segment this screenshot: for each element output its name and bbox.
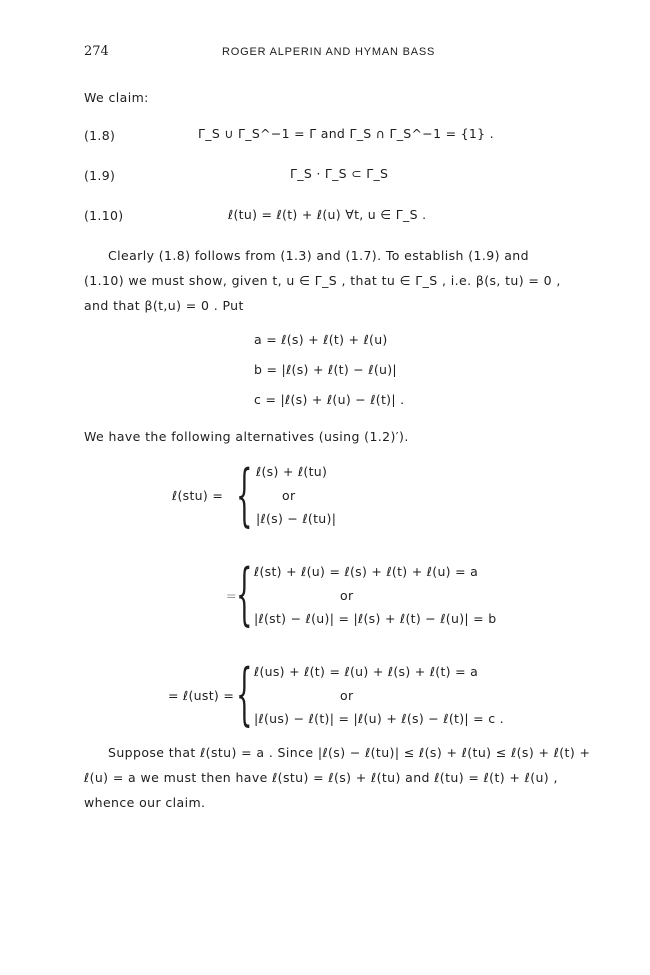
def-b: b = |ℓ(s) + ℓ(t) − ℓ(u)| <box>254 362 397 377</box>
case3-bottom: |ℓ(us) − ℓ(t)| = |ℓ(u) + ℓ(s) − ℓ(t)| = c . <box>254 711 504 726</box>
case2-or: or <box>340 588 354 603</box>
case1-top: ℓ(s) + ℓ(tu) <box>256 464 328 479</box>
paragraph2-line1: Suppose that ℓ(stu) = a . Since |ℓ(s) − ℓ(tu)| ≤ ℓ(s) + ℓ(tu) ≤ ℓ(s) + ℓ(t) + <box>108 745 591 760</box>
eq-label-1-10: (1.10) <box>84 208 124 223</box>
case3-lhs: = ℓ(ust) = <box>168 688 235 703</box>
case2-top: ℓ(st) + ℓ(u) = ℓ(s) + ℓ(t) + ℓ(u) = a <box>254 564 479 579</box>
eq-label-1-8: (1.8) <box>84 128 116 143</box>
case1-or: or <box>282 488 296 503</box>
case1-brace: { <box>236 458 253 536</box>
case3-or: or <box>340 688 354 703</box>
def-c: c = |ℓ(s) + ℓ(u) − ℓ(t)| . <box>254 392 405 407</box>
eq-body-1-10: ℓ(tu) = ℓ(t) + ℓ(u) ∀t, u ∈ Γ_S . <box>228 207 427 222</box>
paragraph1-line3: and that β(t,u) = 0 . Put <box>84 298 244 313</box>
eq-label-1-9: (1.9) <box>84 168 116 183</box>
paragraph2-line2: ℓ(u) = a we must then have ℓ(stu) = ℓ(s) + ℓ(tu) and ℓ(tu) = ℓ(t) + ℓ(u) , <box>84 770 558 785</box>
paragraph1-line1: Clearly (1.8) follows from (1.3) and (1.7). To establish (1.9) and <box>108 248 529 263</box>
alternatives-intro: We have the following alternatives (using (1.2)′). <box>84 429 409 444</box>
paragraph1-line2: (1.10) we must show, given t, u ∈ Γ_S , that tu ∈ Γ_S , i.e. β(s, tu) = 0 , <box>84 273 561 288</box>
case3-top: ℓ(us) + ℓ(t) = ℓ(u) + ℓ(s) + ℓ(t) = a <box>254 664 479 679</box>
def-a: a = ℓ(s) + ℓ(t) + ℓ(u) <box>254 332 388 347</box>
eq-body-1-8: Γ_S ∪ Γ_S^−1 = Γ and Γ_S ∩ Γ_S^−1 = {1} . <box>198 126 494 141</box>
page-number: 274 <box>84 44 109 59</box>
running-title: ROGER ALPERIN AND HYMAN BASS <box>222 46 436 58</box>
eq-body-1-9: Γ_S · Γ_S ⊂ Γ_S <box>290 166 389 181</box>
case1-lhs: ℓ(stu) = <box>172 488 224 503</box>
case3-brace: { <box>236 657 253 735</box>
case1-bottom: |ℓ(s) − ℓ(tu)| <box>256 511 337 526</box>
case2-lhs: = <box>226 588 237 603</box>
claim-intro: We claim: <box>84 90 149 105</box>
paragraph2-line3: whence our claim. <box>84 795 206 810</box>
case2-bottom: |ℓ(st) − ℓ(u)| = |ℓ(s) + ℓ(t) − ℓ(u)| = b <box>254 611 497 626</box>
case2-brace: { <box>236 557 253 635</box>
